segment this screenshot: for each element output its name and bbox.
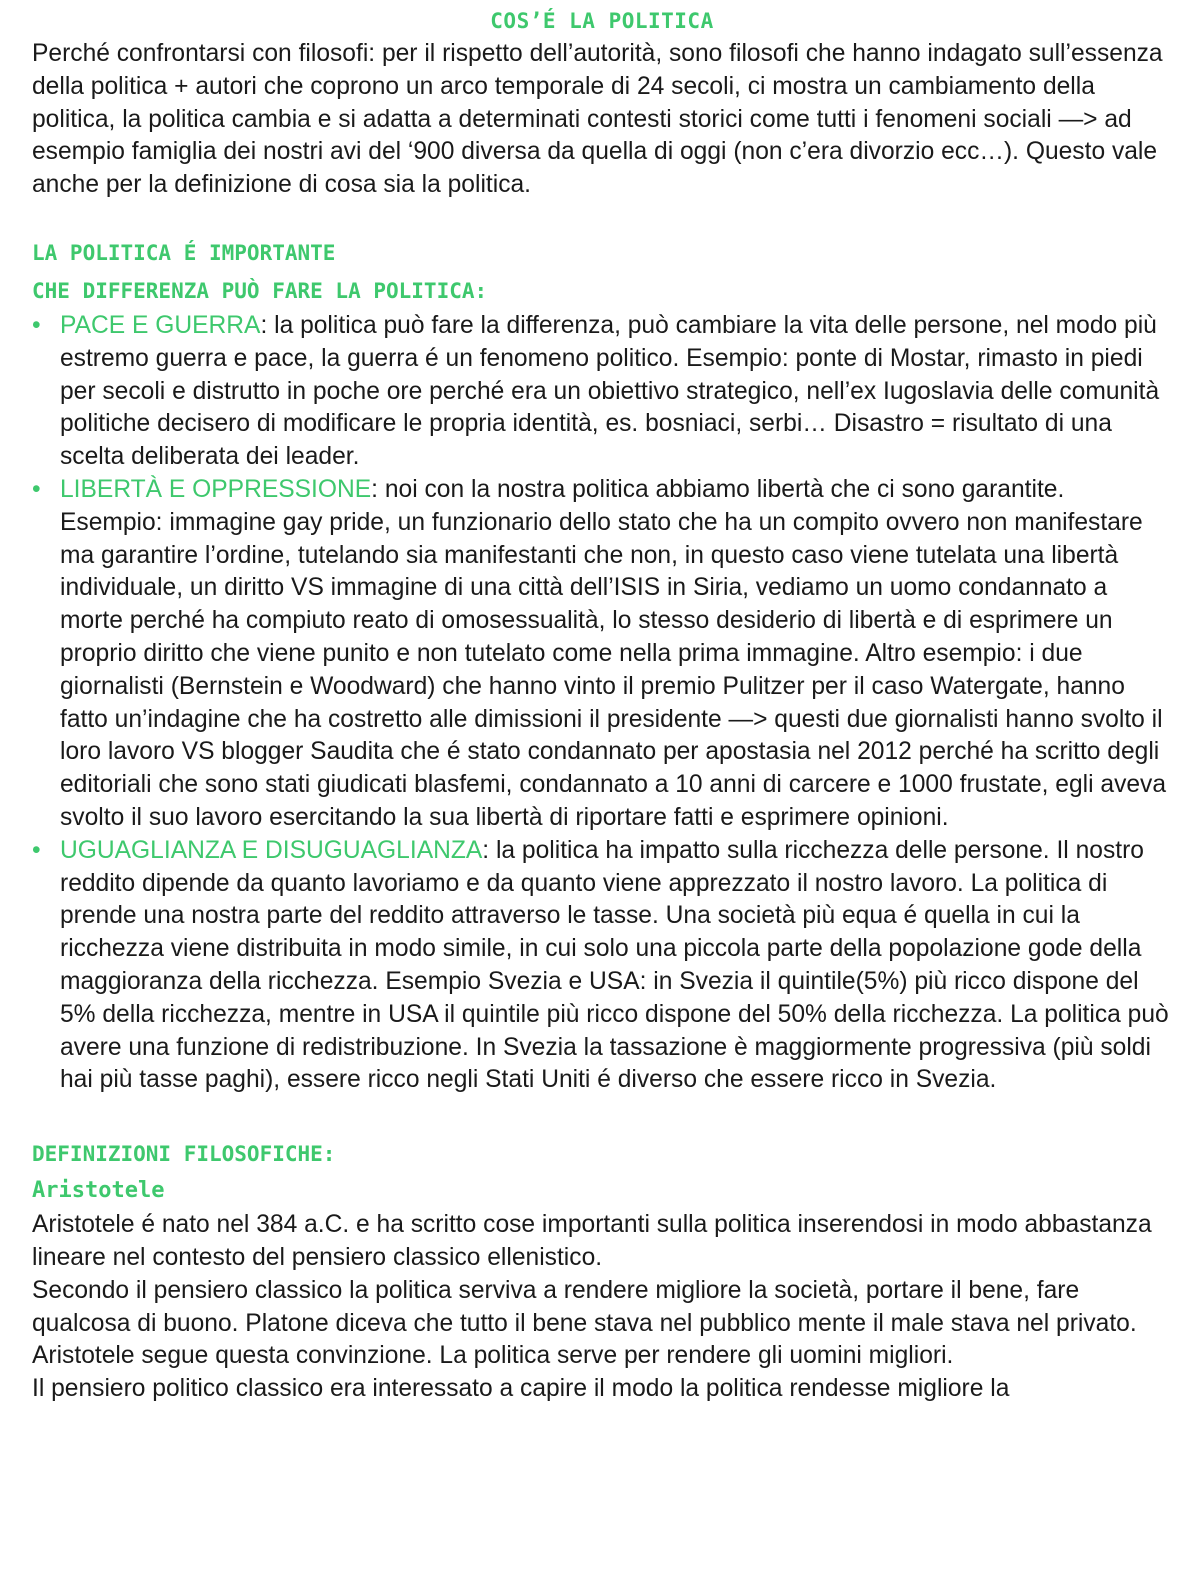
page-title: COS’É LA POLITICA bbox=[490, 9, 714, 33]
paragraph-aristotele-2: Secondo il pensiero classico la politica serviva a rendere migliore la società, portare il bene, fare qualcosa di buono. Platone diceva che tutto il bene stava nel pubblico mente il male stava nel privato. Aristotele segue questa convinzione. La politica serve per rendere gli uomini migliori. bbox=[32, 1276, 1137, 1370]
bullet-dot-icon: • bbox=[32, 311, 41, 339]
bullet-dot-icon: • bbox=[32, 475, 41, 503]
keyword-pace-guerra: PACE E GUERRA bbox=[60, 311, 261, 339]
bullet-dot-icon: • bbox=[32, 836, 41, 864]
subheading-aristotele: Aristotele bbox=[32, 1178, 165, 1204]
bullet-list bbox=[32, 310, 1172, 1097]
section-subheading-differenza: CHE DIFFERENZA PUÒ FARE LA POLITICA: bbox=[32, 278, 488, 303]
list-item-liberta-oppressione bbox=[32, 474, 1172, 835]
spacer bbox=[32, 202, 1172, 234]
section-heading-importante: LA POLITICA É IMPORTANTE bbox=[32, 240, 336, 265]
keyword-uguaglianza: UGUAGLIANZA E DISUGUAGLIANZA bbox=[60, 836, 483, 864]
list-item-text: : la politica ha impatto sulla ricchezza delle persone. Il nostro reddito dipende da quanto lavoriamo e da quanto viene apprezzato il nostro lavoro. La politica di prende una nostra parte del reddito attraverso le tasse. Una società più equa é quella in cui la ricchezza viene distribuita in modo simile, in cui solo una piccola parte della popolazione gode della maggioranza della ricchezza. Esempio Svezia e USA: in Svezia il quintile(5%) più ricco dispone del 5% della ricchezza, mentre in USA il quintile più ricco dispone del 50% della ricchezza. La politica può avere una funzione di redistribuzione. In Svezia la tassazione è maggiormente progressiva (più soldi hai più tasse paghi), essere ricco negli Stati Uniti é diverso che essere ricco in Svezia. bbox=[60, 836, 1169, 1094]
list-item-pace-guerra bbox=[32, 310, 1172, 474]
section-heading-definizioni: DEFINIZIONI FILOSOFICHE: bbox=[32, 1142, 336, 1167]
spacer bbox=[32, 1097, 1172, 1135]
paragraph-aristotele-3: Il pensiero politico classico era interessato a capire il modo la politica rendesse migliore la bbox=[32, 1375, 1010, 1403]
document-page bbox=[32, 4, 1172, 1406]
list-item-text: : la politica può fare la differenza, può cambiare la vita delle persone, nel modo più estremo guerra e pace, la guerra é un fenomeno politico. Esempio: ponte di Mostar, rimasto in piedi per secoli e distrutto in poche ore perché era un obiettivo strategico, nell’ex Iugoslavia delle comunità politiche decisero di modificare le propria identità, es. bosniaci, serbi… Disastro = risultato di una scelta deliberata dei leader. bbox=[60, 311, 1160, 471]
paragraph-aristotele-1: Aristotele é nato nel 384 a.C. e ha scritto cose importanti sulla politica inserendosi in modo abbastanza lineare nel contesto del pensiero classico ellenistico. bbox=[32, 1211, 1152, 1271]
list-item-text: : noi con la nostra politica abbiamo libertà che ci sono garantite. Esempio: immagine gay pride, un funzionario dello stato che ha un compito ovvero non manifestare ma garantire l’ordine, tutelando sia manifestanti che non, in questo caso viene tutelata una libertà individuale, un diritto VS immagine di una città dell’ISIS in Siria, vediamo un uomo condannato a morte perché ha compiuto reato di omosessualità, lo stesso desiderio di libertà e di esprimere un proprio diritto che viene punito e non tutelato come nella prima immagine. Altro esempio: i due giornalisti (Bernstein e Woodward) che hanno vinto il premio Pulitzer per il caso Watergate, hanno fatto un’indagine che ha costretto alle dimissioni il presidente —> questi due giornalisti hanno svolto il loro lavoro VS blogger Saudita che é stato condannato per apostasia nel 2012 perché ha scritto degli editoriali che sono stati giudicati blasfemi, condannato a 10 anni di carcere e 1000 frustate, egli aveva svolto il suo lavoro esercitando la sua libertà di riportare fatti e esprimere opinioni. bbox=[60, 475, 1167, 831]
keyword-liberta-oppressione: LIBERTÀ E OPPRESSIONE bbox=[60, 475, 372, 503]
intro-paragraph: Perché confrontarsi con filosofi: per il rispetto dell’autorità, sono filosofi che hanno indagato sull’essenza della politica + autori che coprono un arco temporale di 24 secoli, ci mostra un cambiamento della politica, la politica cambia e si adatta a determinati contesti storici come tutti i fenomeni sociali —> ad esempio famiglia dei nostri avi del ‘900 diversa da quella di oggi (non c’era divorzio ecc…). Questo vale anche per la definizione di cosa sia la politica. bbox=[32, 40, 1163, 199]
list-item-uguaglianza bbox=[32, 835, 1172, 1097]
